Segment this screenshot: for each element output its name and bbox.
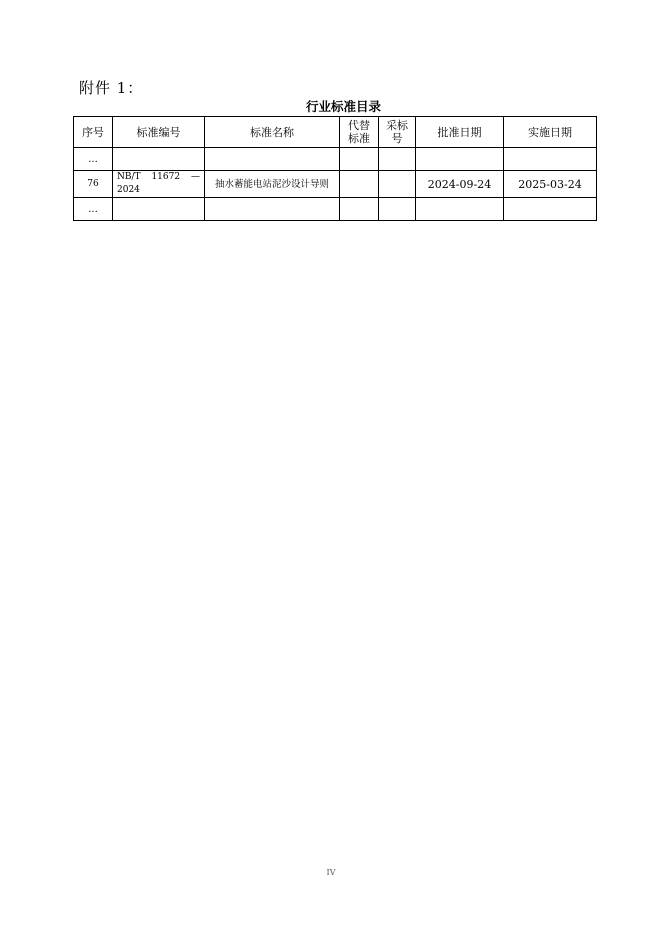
- row-effective-date: 2025-03-24: [504, 171, 597, 198]
- header-seq: 序号: [74, 117, 113, 148]
- row-replaced: [340, 171, 379, 198]
- row-effective-date: [504, 148, 597, 171]
- page-number: IV: [326, 868, 336, 877]
- code-prefix: NB/T: [117, 172, 141, 182]
- row-code: [113, 198, 205, 221]
- row-replaced: [340, 198, 379, 221]
- header-code: 标准编号: [113, 117, 205, 148]
- row-code: [113, 171, 205, 198]
- table-row: [74, 198, 597, 221]
- table-row: [74, 171, 597, 198]
- row-approval-date: 2024-09-24: [416, 171, 504, 198]
- code-number: 11672: [151, 172, 181, 182]
- table-title: 行业标准目录: [305, 99, 381, 114]
- row-name: [205, 198, 340, 221]
- code-dash: —: [190, 172, 200, 182]
- row-adopted: [379, 148, 416, 171]
- row-effective-date: [504, 198, 597, 221]
- row-seq: ...: [74, 198, 113, 221]
- row-adopted: [379, 171, 416, 198]
- attachment-label: 附件 1：: [79, 79, 144, 97]
- row-replaced: [340, 148, 379, 171]
- header-name: 标准名称: [205, 117, 340, 148]
- row-code: [113, 148, 205, 171]
- row-adopted: [379, 198, 416, 221]
- table-header-row: [74, 117, 597, 148]
- header-adopted: 采标号: [379, 117, 416, 148]
- table-row: [74, 148, 597, 171]
- header-replaced: 代替标准: [340, 117, 379, 148]
- header-effective-date: 实施日期: [504, 117, 597, 148]
- row-approval-date: [416, 148, 504, 171]
- header-approval-date: 批准日期: [416, 117, 504, 148]
- code-year: 2024: [117, 185, 140, 195]
- row-name: [205, 148, 340, 171]
- row-name: 抽水蓄能电站泥沙设计导则: [205, 171, 340, 198]
- row-seq: 76: [74, 171, 113, 198]
- row-approval-date: [416, 198, 504, 221]
- standards-table: [73, 116, 597, 221]
- row-seq: ...: [74, 148, 113, 171]
